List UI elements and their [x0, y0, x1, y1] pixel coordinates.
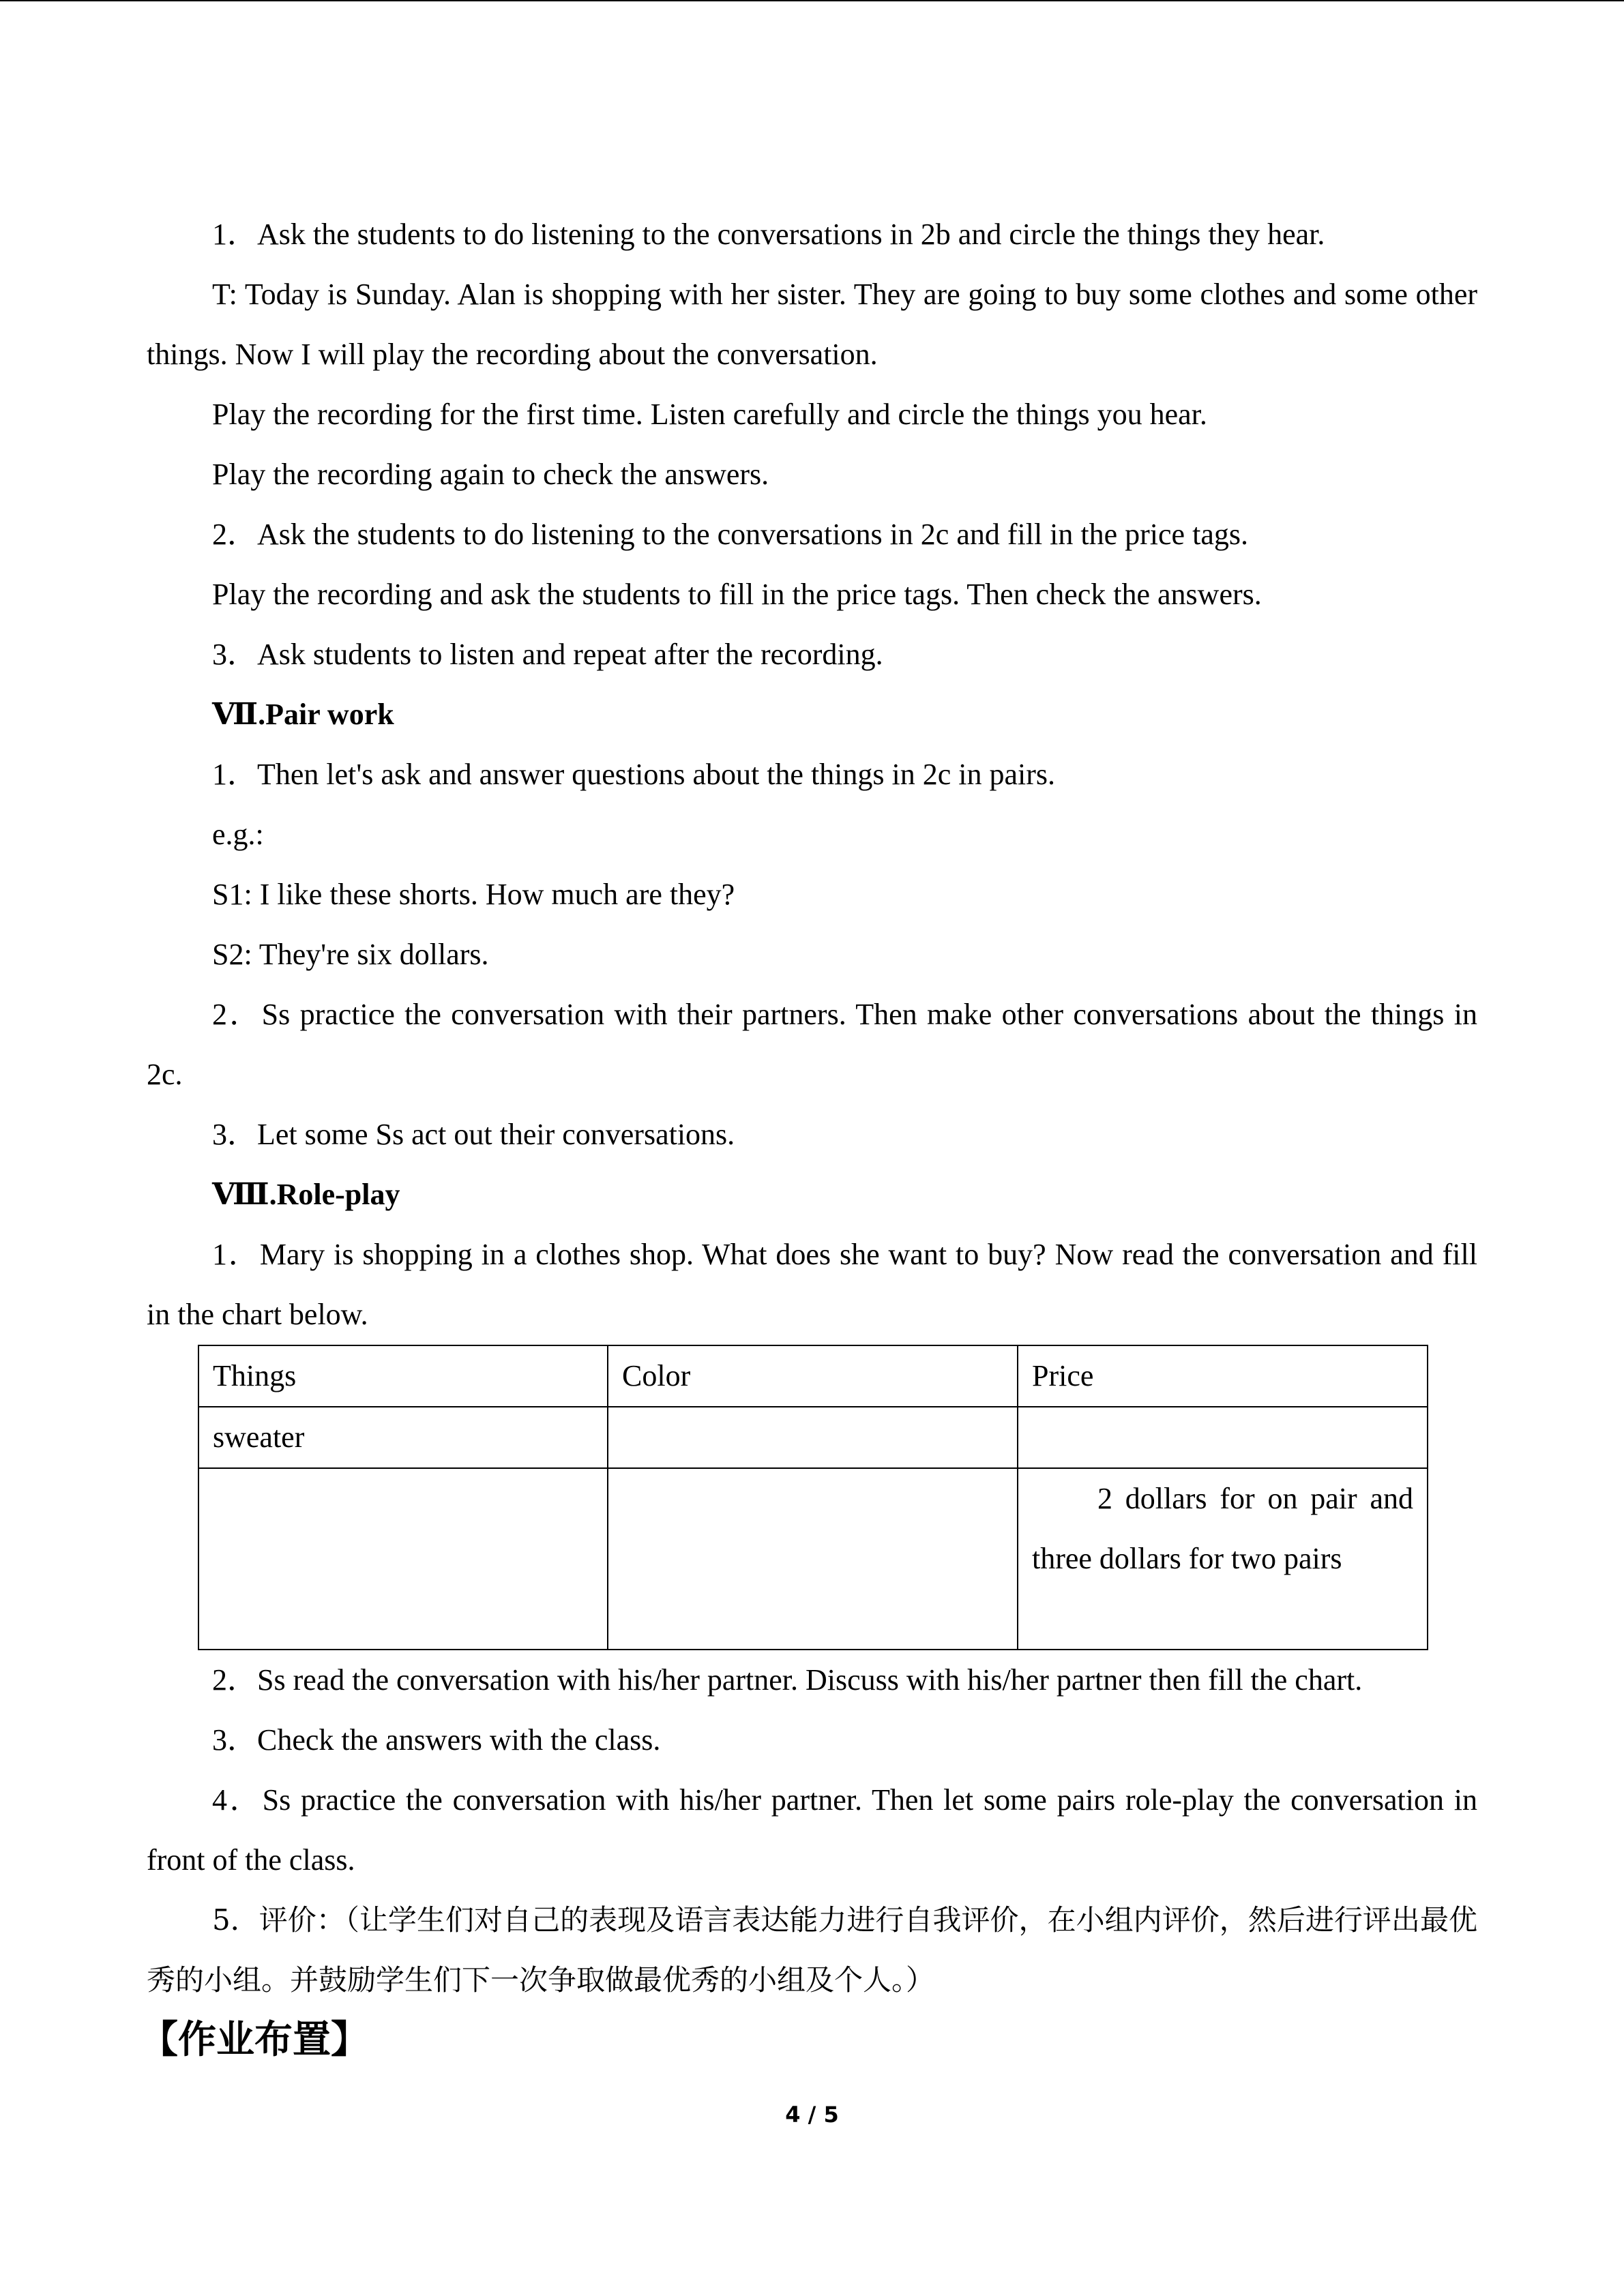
paragraph: 3．Let some Ss act out their conversations. [212, 1118, 735, 1151]
fill-in-chart [198, 1345, 1428, 1650]
paragraph: Play the recording and ask the students to fill in the price tags. Then check the answers. [212, 578, 1262, 611]
paragraph: S2: They're six dollars. [212, 938, 489, 971]
paragraph: e.g.: [212, 818, 264, 851]
paragraph: 2．Ss practice the conversation with their partners. Then make other conversations about the things in 2c. [147, 998, 1477, 1091]
header-cell-color: Color [608, 1345, 1018, 1407]
table-cell-price: 2 dollars for on pair and three dollars for two pairs [1018, 1468, 1428, 1650]
paragraph: 3．Check the answers with the class. [212, 1723, 661, 1757]
table-row [198, 1468, 1428, 1650]
paragraph: 1．Then let's ask and answer questions about the things in 2c in pairs. [212, 758, 1056, 791]
table-cell [608, 1468, 1018, 1650]
paragraph: 2．Ss read the conversation with his/her partner. Discuss with his/her partner then fill the chart. [212, 1663, 1363, 1697]
paragraph: 4．Ss practice the conversation with his/her partner. Then let some pairs role-play the conversation in front of the class. [147, 1783, 1477, 1877]
section-heading-pair-work: Ⅶ.Pair work [212, 698, 394, 731]
header-cell-things: Things [198, 1345, 608, 1407]
table-cell [198, 1468, 608, 1650]
paragraph: T: Today is Sunday. Alan is shopping with her sister. They are going to buy some clothes and some other things. Now I will play the recording about the conversation. [147, 278, 1477, 371]
table-row [198, 1407, 1428, 1468]
section-heading-role-play: Ⅷ.Role-play [212, 1178, 400, 1211]
table-cell: sweater [198, 1407, 608, 1468]
paragraph: 1．Mary is shopping in a clothes shop. What does she want to buy? Now read the conversation and fill in the chart below. [147, 1238, 1477, 1331]
paragraph: Play the recording again to check the answers. [212, 458, 769, 491]
page-number: 4 / 5 [785, 2102, 839, 2128]
header-cell-price: Price [1018, 1345, 1428, 1407]
table-header-row [198, 1345, 1428, 1407]
paragraph: 3．Ask students to listen and repeat after the recording. [212, 638, 883, 671]
document-body [140, 205, 1477, 2070]
homework-heading: 【作业布置】 [140, 2018, 369, 2062]
table-cell [1018, 1407, 1428, 1468]
paragraph: 1．Ask the students to do listening to the conversations in 2b and circle the things they hear. [212, 218, 1325, 251]
table-cell [608, 1407, 1018, 1468]
paragraph: Play the recording for the first time. Listen carefully and circle the things you hear. [212, 398, 1207, 431]
paragraph-evaluation: 5．评价：（让学生们对自己的表现及语言表达能力进行自我评价，在小组内评价，然后进行评出最优秀的小组。并鼓励学生们下一次争取做最优秀的小组及个人。） [147, 1903, 1477, 1997]
paragraph: S1: I like these shorts. How much are they? [212, 878, 735, 911]
top-border-line [0, 0, 1624, 1]
paragraph: 2．Ask the students to do listening to the conversations in 2c and fill in the price tags. [212, 518, 1248, 551]
